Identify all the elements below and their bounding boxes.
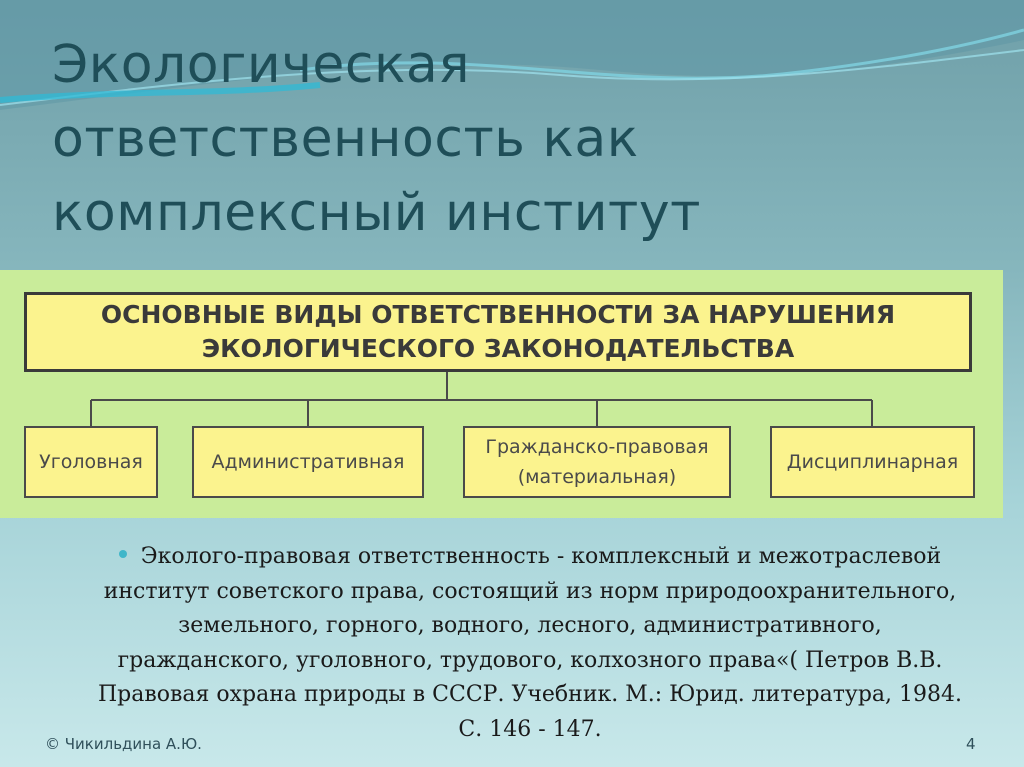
bullet-icon <box>119 550 127 558</box>
kind-box-civil <box>463 426 731 498</box>
main-category-line-1: ОСНОВНЫЕ ВИДЫ ОТВЕТСТВЕННОСТИ ЗА НАРУШЕНИЯ <box>100 300 896 329</box>
kind-box-disciplinary <box>770 426 975 498</box>
kind-box-criminal <box>24 426 158 498</box>
main-category-line-2: ЭКОЛОГИЧЕСКОГО ЗАКОНОДАТЕЛЬСТВА <box>201 334 795 363</box>
kind-label-sub: (материальная) <box>517 466 677 488</box>
kind-label: Дисциплинарная <box>786 451 959 473</box>
footer-author: © Чикильдина А.Ю. <box>45 735 202 753</box>
kind-label: Административная <box>211 451 405 473</box>
title-line-2: ответственность как <box>52 109 639 169</box>
bullet-paragraph <box>95 540 965 747</box>
title-line-3: комплексный институт <box>52 183 701 243</box>
footer-page-number: 4 <box>966 735 976 753</box>
kind-label: Уголовная <box>39 451 143 473</box>
kind-box-administrative <box>192 426 424 498</box>
slide-title <box>52 28 912 250</box>
title-line-1: Экологическая <box>52 35 471 95</box>
bullet-text: Эколого-правовая ответственность - комплексный и межотраслевой институт советского права, состоящий из норм природоохранительного, земельного, горного, водного, лесного, административного, гражданского, уголовного, трудового, колхозного права«( Петров В.В. Правовая охрана природы в СССР. Учебник. М.: Юрид. литература, 1984. С. 146 - 147. <box>97 544 962 742</box>
main-category-box <box>24 292 972 372</box>
kind-label: Гражданско-правовая <box>485 436 709 458</box>
diagram-panel <box>0 270 1003 518</box>
